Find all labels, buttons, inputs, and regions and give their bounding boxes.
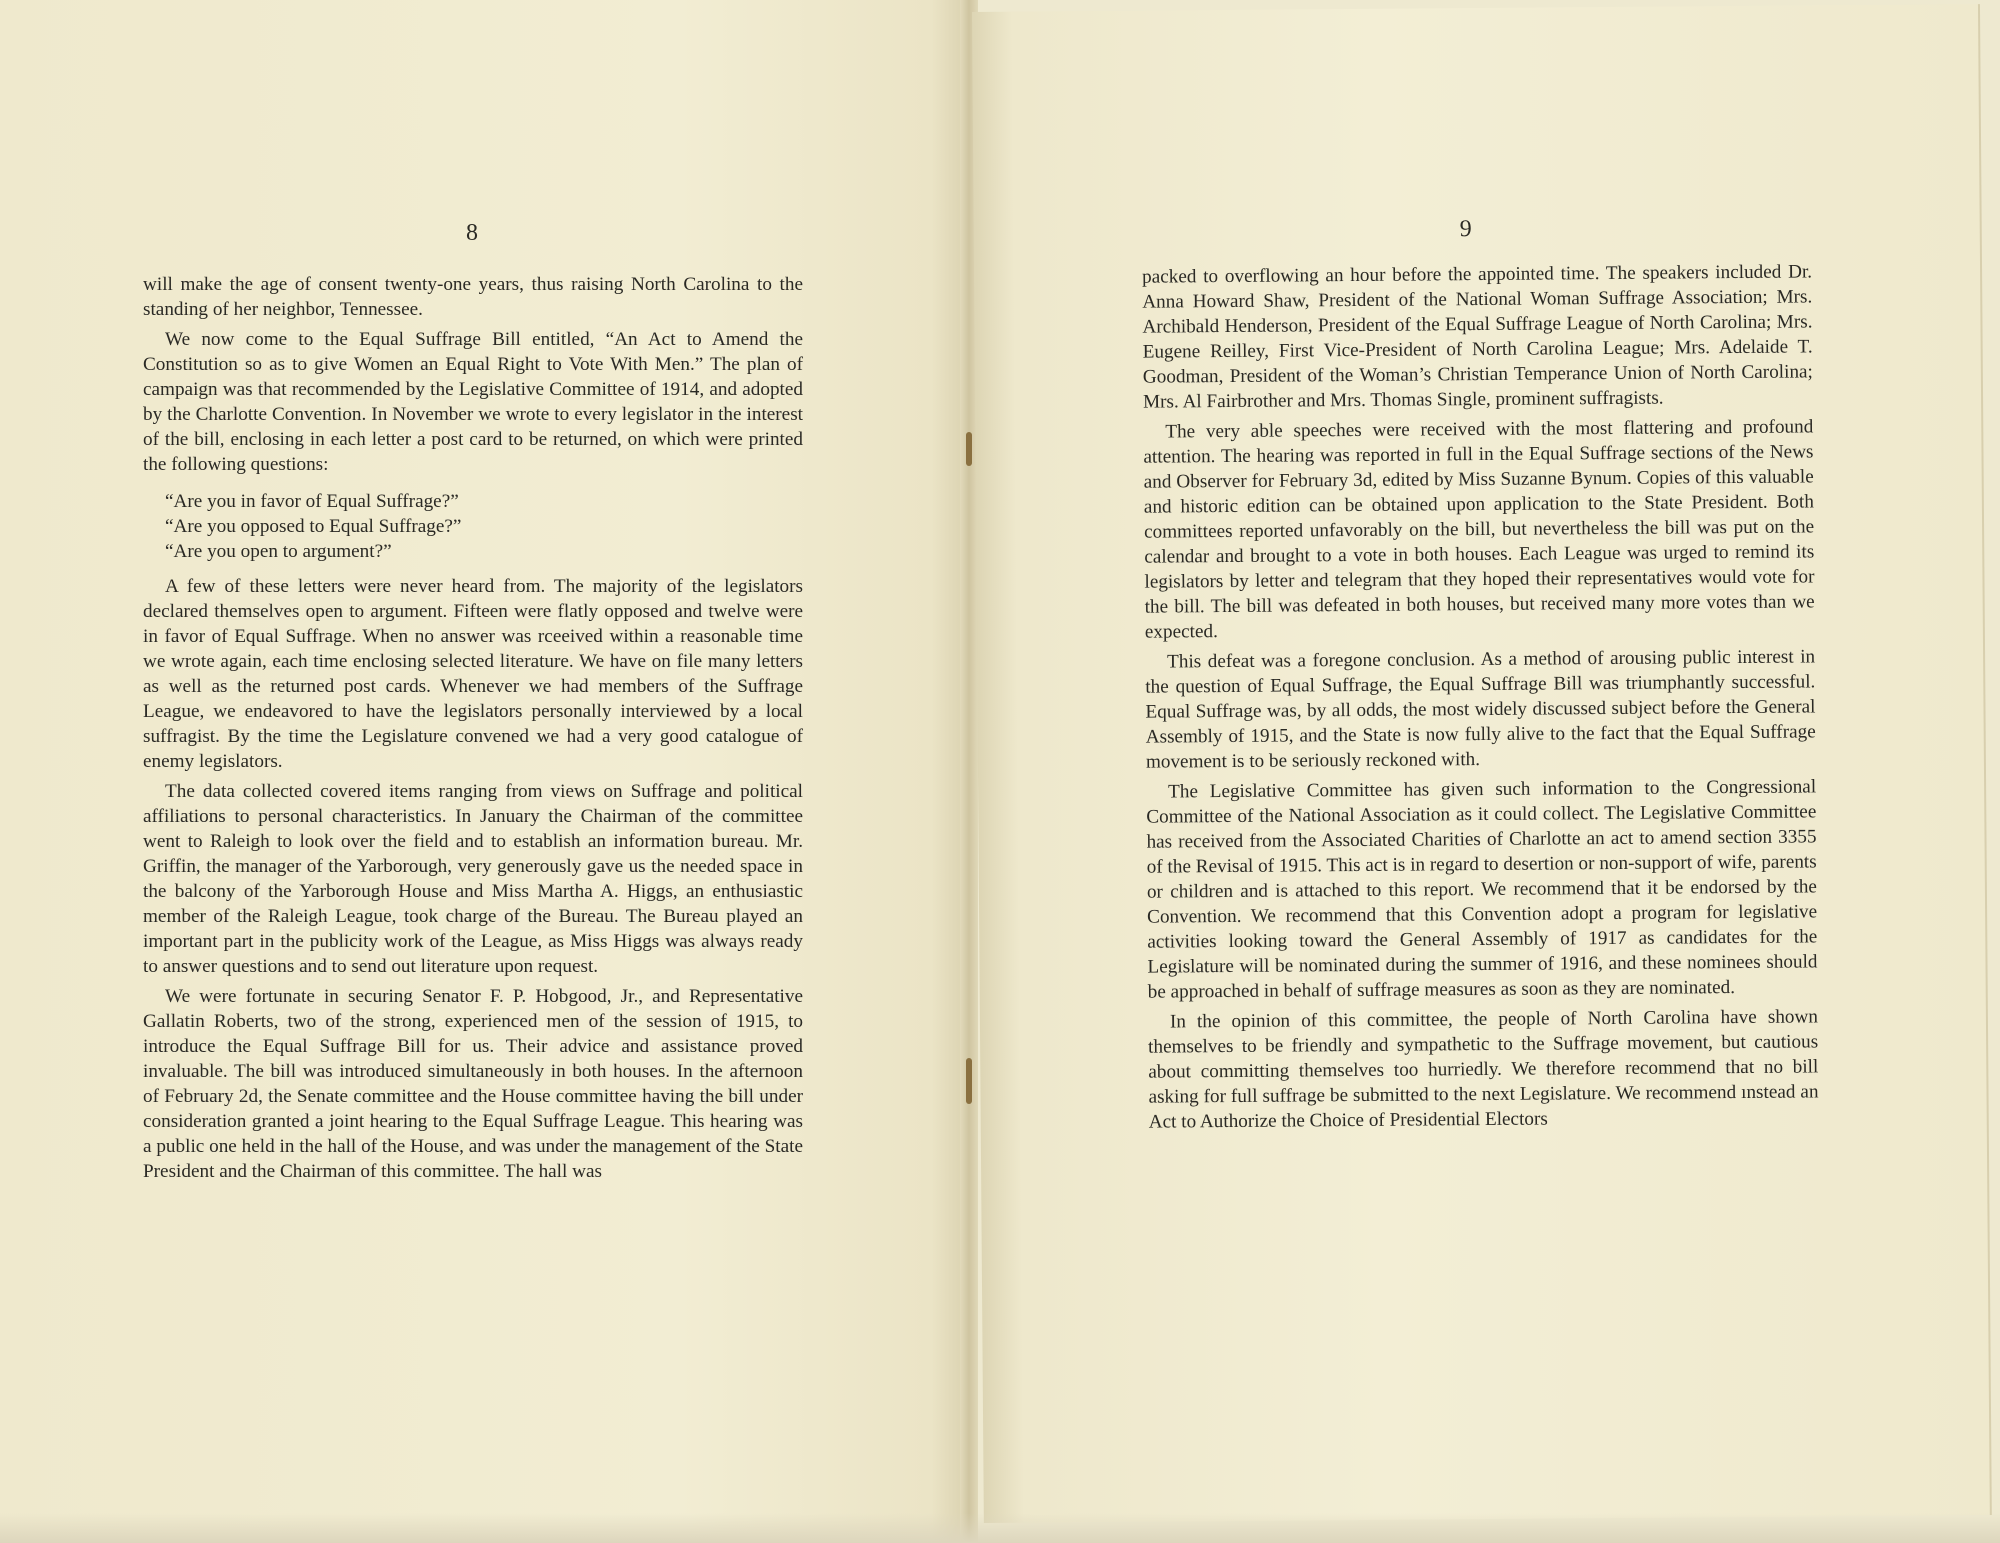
staple-bottom (966, 1058, 972, 1104)
left-page-text (143, 272, 803, 1189)
paragraph: The Legislative Committee has given such information to the Congressional Committee of the National Association as it could collect. The Legislative Committee has received from the Associated Charities of Charlotte an act to amend section 3355 of the Revisal of 1915. This act is in regard to desertion or non-support of wife, parents or children and is attached to this report. We recommend that it be endorsed by the Convention. We recommend that this Convention adopt a program for legislative activities looking toward the General Assembly of 1917 as candidates for the Legislature will be nominated during the summer of 1916, and these nominees should be approached in behalf of suffrage measures as soon as they are nominated. (1146, 776, 1818, 1003)
right-page (972, 4, 1992, 1523)
question-item: “Are you open to argument?” (165, 541, 392, 562)
question-item: “Are you in favor of Equal Suffrage?” (165, 491, 459, 512)
paragraph: In the opinion of this committee, the people of North Carolina have shown themselves to be friendly and sympathetic to the Suffrage movement, but cautious about committing themselves too hurriedly. We therefore recommend that no bill asking for full suffrage be submitted to the next Legislature. We recommend ınstead an Act to Authorize the Choice of Presidential Electors (1148, 1006, 1819, 1133)
staple-top (966, 432, 972, 466)
paragraph: The very able speeches were received with the most flattering and profound attention. The hearing was reported in full in the Equal Suffrage sections of the News and Observer for February 3d, edited by Miss Suzanne Bynum. Copies of this valuable and historic edition can be obtained upon application to the State President. Both committees reported unfavorably on the bill, but nevertheless the bill was put on the calendar and brought to a vote in both houses. Each League was urged to remind its legislators by letter and telegram that they hoped their representatives would vote for the bill. The bill was defeated in both houses, but received many more votes than we expected. (1143, 416, 1815, 643)
question-list (165, 489, 803, 564)
left-page (0, 0, 970, 1543)
right-page-text (1142, 259, 1819, 1139)
paragraph: This defeat was a foregone conclusion. As a method of arousing public interest in the question of Equal Suffrage, the Equal Suffrage Bill was triumphantly successful. Equal Suffrage was, by all odds, the most widely discussed subject before the General Assembly of 1915, and the State is now fully alive to the fact that the Equal Suffrage movement is to be seriously reckoned with. (1145, 646, 1816, 773)
paragraph: will make the age of consent twenty-one years, thus raising North Carolina to the standing of her neighbor, Tennessee. (143, 274, 803, 320)
page-bottom-shadow (0, 1513, 2000, 1543)
paragraph: We now come to the Equal Suffrage Bill entitled, “An Act to Amend the Constitution so as to give Women an Equal Right to Vote With Men.” The plan of campaign was that recommended by the Legislative Committee of 1914, and adopted by the Charlotte Convention. In November we wrote to every legislator in the interest of the bill, enclosing in each letter a post card to be returned, on which were printed the following questions: (143, 329, 803, 475)
paragraph: packed to overflowing an hour before the appointed time. The speakers included Dr. Anna Howard Shaw, President of the National Woman Suffrage Association; Mrs. Archibald Henderson, President of the Equal Suffrage League of North Carolina; Mrs. Eugene Reilley, First Vice-President of North Carolina League; Mrs. Adelaide T. Goodman, President of the Woman’s Christian Temperance Union of North Carolina; Mrs. Al Fairbrother and Mrs. Thomas Single, prominent suffragists. (1142, 261, 1813, 413)
paragraph: A few of these letters were never heard from. The majority of the legislators declared themselves open to argument. Fifteen were flatly opposed and twelve were in favor of Equal Suffrage. When no answer was rceeived within a reasonable time we wrote again, each time enclosing selected literature. We have on file many letters as well as the returned post cards. Whenever we had members of the Suffrage League, we endeavored to have the legislators personally interviewed by a local suffragist. By the time the Legislature convened we had a very good catalogue of enemy legislators. (143, 576, 803, 772)
page-number-left: 8 (466, 220, 478, 246)
paragraph: The data collected covered items ranging from views on Suffrage and political affiliations to personal characteristics. In January the Chairman of the committee went to Raleigh to look over the field and to establish an information bureau. Mr. Griffin, the manager of the Yarborough, very generously gave us the needed space in the balcony of the Yarborough House and Miss Martha A. Higgs, an enthusiastic member of the Raleigh League, took charge of the Bureau. The Bureau played an important part in the publicity work of the League, as Miss Higgs was always ready to answer questions and to send out literature upon request. (143, 781, 803, 977)
page-number-right: 9 (1459, 216, 1472, 243)
paragraph: We were fortunate in securing Senator F. P. Hobgood, Jr., and Representative Gallatin Roberts, two of the strong, experienced men of the session of 1915, to introduce the Equal Suffrage Bill for us. Their advice and assistance proved invaluable. The bill was introduced simultaneously in both houses. In the afternoon of February 2d, the Senate committee and the House committee having the bill under consideration granted a joint hearing to the Equal Suffrage League. This hearing was a public one held in the hall of the House, and was under the management of the State President and the Chairman of this committee. The hall was (143, 986, 803, 1182)
question-item: “Are you opposed to Equal Suffrage?” (165, 516, 462, 537)
